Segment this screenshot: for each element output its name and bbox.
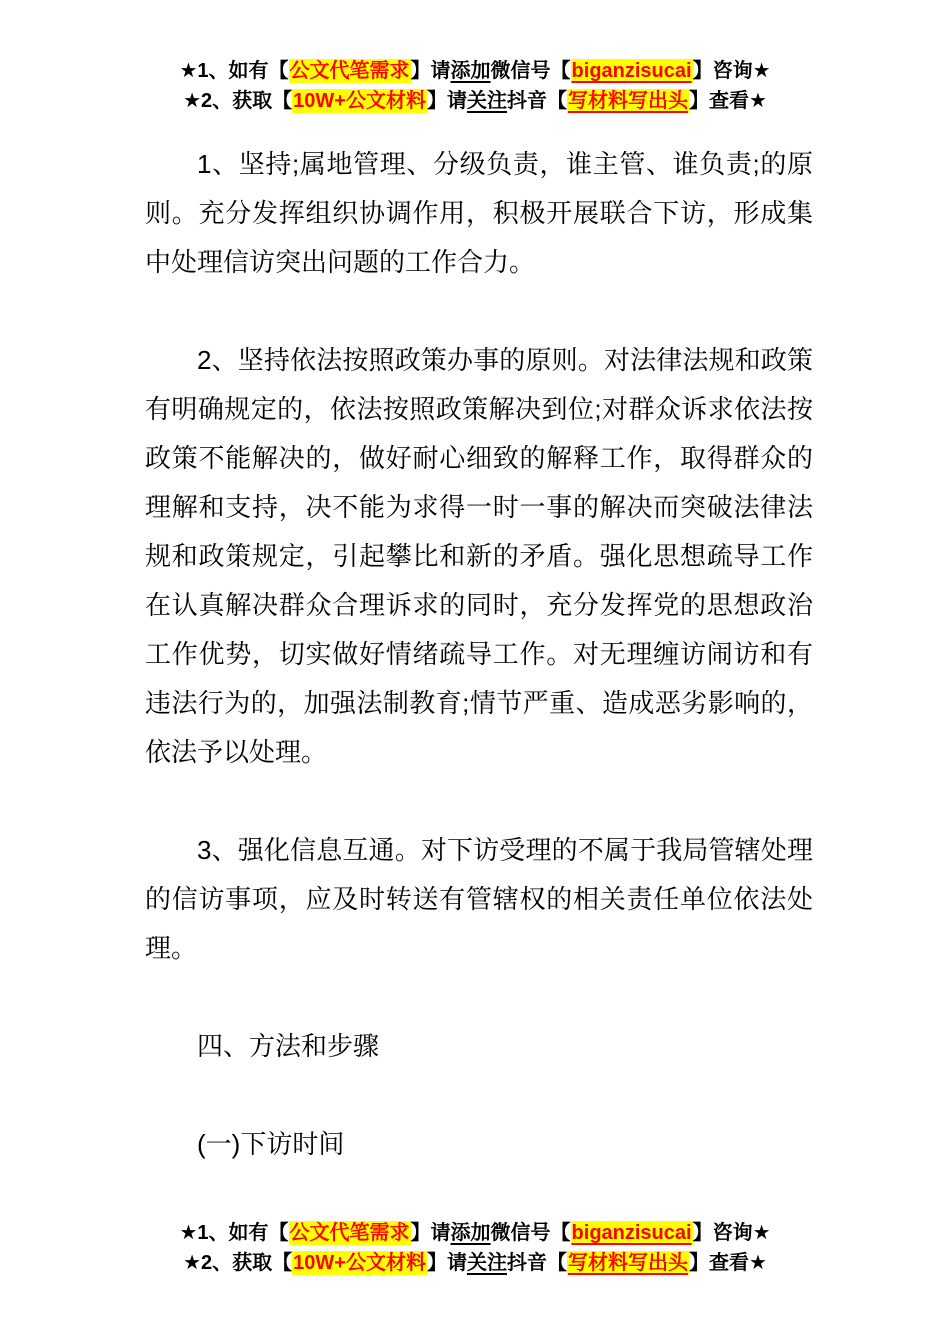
promo-segment: 】咨询★ <box>692 60 771 82</box>
promo-banner-top <box>0 0 950 116</box>
promo-segment: 公文代笔需求 <box>289 60 410 82</box>
promo-segment: ★1、如有【 <box>179 60 289 82</box>
promo-segment: 10W+公文材料 <box>293 90 426 112</box>
promo-segment: 添加 <box>450 1222 491 1244</box>
promo-segment: 】查看★ <box>688 90 767 112</box>
promo-segment: 】请 <box>426 1252 467 1274</box>
paragraph-2: 2、坚持依法按照政策办事的原则。对法律法规和政策有明确规定的，依法按照政策解决到位;对群众诉求依法按政策不能解决的，做好耐心细致的解释工作，取得群众的理解和支持，决不能为求得一时一事的解决而突破法律法规和政策规定，引起攀比和新的矛盾。强化思想疏导工作在认真解决群众合理诉求的同时，充分发挥党的思想政治工作优势，切实做好情绪疏导工作。对无理缠访闹访和有违法行为的，加强法制教育;情节严重、造成恶劣影响的，依法予以处理。 <box>145 345 813 767</box>
promo-line-1 <box>0 56 950 86</box>
promo-line-1 <box>0 1218 950 1248</box>
promo-segment: 关注 <box>466 1252 507 1274</box>
promo-segment: 】请 <box>410 60 451 82</box>
promo-segment: 添加 <box>450 60 491 82</box>
promo-segment: 写材料写出头 <box>567 90 688 112</box>
promo-segment: 微信号【 <box>490 60 571 82</box>
section-heading: 四、方法和步骤 <box>197 1031 380 1061</box>
promo-segment: 10W+公文材料 <box>293 1252 426 1274</box>
promo-segment: 】请 <box>426 90 467 112</box>
paragraph-3: 3、强化信息互通。对下访受理的不属于我局管辖处理的信访事项，应及时转送有管辖权的相关责任单位依法处理。 <box>145 835 813 963</box>
sub-heading: (一)下访时间 <box>197 1129 345 1159</box>
promo-segment: 】咨询★ <box>692 1222 771 1244</box>
promo-segment: biganzisucai <box>571 1222 692 1244</box>
promo-segment: 抖音【 <box>506 90 567 112</box>
promo-segment: 微信号【 <box>490 1222 571 1244</box>
promo-segment: 】请 <box>410 1222 451 1244</box>
promo-segment: biganzisucai <box>571 60 692 82</box>
promo-segment: ★2、获取【 <box>183 1252 293 1274</box>
paragraph-1: 1、坚持;属地管理、分级负责，谁主管、谁负责;的原则。充分发挥组织协调作用，积极开展联合下访，形成集中处理信访突出问题的工作合力。 <box>145 149 813 277</box>
promo-banner-bottom <box>0 1218 950 1278</box>
promo-segment: 】查看★ <box>688 1252 767 1274</box>
promo-segment: 抖音【 <box>506 1252 567 1274</box>
promo-segment: 公文代笔需求 <box>289 1222 410 1244</box>
promo-segment: 写材料写出头 <box>567 1252 688 1274</box>
promo-segment: 关注 <box>466 90 507 112</box>
document-body <box>145 140 813 1169</box>
promo-line-2 <box>0 86 950 116</box>
promo-line-2 <box>0 1248 950 1278</box>
promo-segment: ★2、获取【 <box>183 90 293 112</box>
promo-segment: ★1、如有【 <box>179 1222 289 1244</box>
